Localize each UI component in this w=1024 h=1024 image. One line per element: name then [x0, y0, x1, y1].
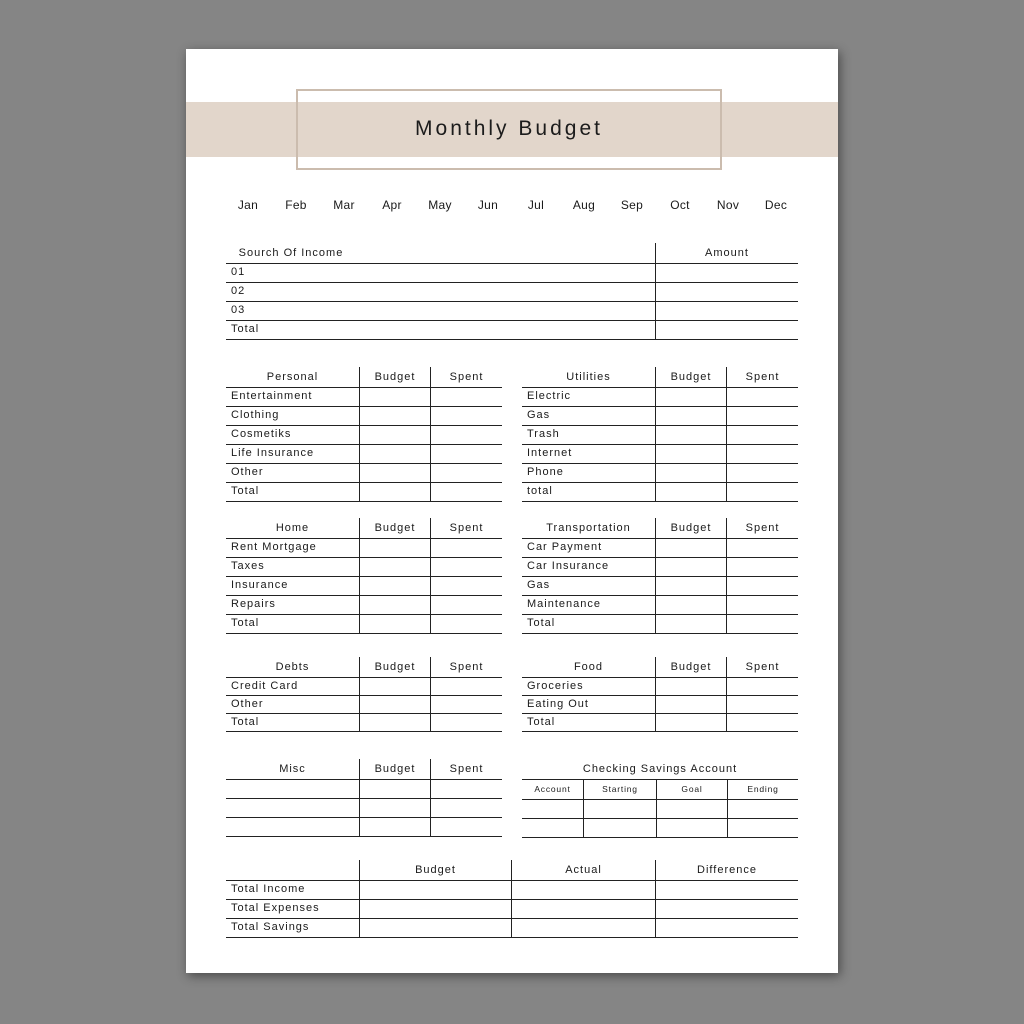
month-apr[interactable]: Apr — [382, 198, 402, 212]
budget-cell[interactable] — [359, 445, 430, 463]
spent-cell[interactable] — [726, 407, 798, 425]
table-row[interactable] — [522, 714, 798, 732]
table-row[interactable] — [522, 558, 798, 577]
spent-cell[interactable] — [726, 388, 798, 406]
spent-cell[interactable] — [430, 799, 502, 817]
misc-header-row — [226, 759, 502, 780]
income-header-row — [226, 243, 798, 264]
spent-header: Spent — [430, 518, 502, 538]
row-label: Life Insurance — [231, 447, 315, 459]
month-sep[interactable]: Sep — [620, 198, 644, 212]
table-row[interactable] — [522, 464, 798, 483]
spent-cell[interactable] — [430, 407, 502, 425]
row-label: 01 — [231, 266, 246, 278]
spent-cell[interactable] — [430, 445, 502, 463]
food-table — [522, 657, 798, 732]
budget-cell[interactable] — [655, 714, 726, 731]
summary-budget-header: Budget — [359, 860, 511, 880]
row-label: Taxes — [231, 560, 265, 572]
table-row[interactable] — [522, 407, 798, 426]
summary-header-row — [226, 860, 798, 881]
budget-cell[interactable] — [359, 407, 430, 425]
difference-cell[interactable] — [655, 881, 798, 899]
budget-cell[interactable] — [359, 678, 430, 695]
account-cell[interactable] — [522, 800, 583, 818]
budget-cell[interactable] — [655, 464, 726, 482]
table-row[interactable] — [226, 596, 502, 615]
budget-cell[interactable] — [359, 483, 430, 501]
budget-cell[interactable] — [655, 426, 726, 444]
month-oct[interactable]: Oct — [670, 198, 690, 212]
spent-cell[interactable] — [430, 780, 502, 798]
spent-header: Spent — [726, 367, 798, 387]
row-label: Insurance — [231, 579, 289, 591]
income-amount-header: Amount — [655, 243, 798, 263]
table-row[interactable] — [226, 577, 502, 596]
actual-cell[interactable] — [511, 881, 655, 899]
checking-title: Checking Savings Account — [582, 763, 738, 775]
ending-header: Ending — [727, 780, 798, 799]
difference-cell[interactable] — [655, 900, 798, 918]
spent-cell[interactable] — [726, 539, 798, 557]
table-row[interactable] — [226, 678, 502, 696]
spent-cell[interactable] — [726, 464, 798, 482]
budget-header: Budget — [359, 518, 430, 538]
amount-cell[interactable] — [655, 283, 798, 301]
spent-cell[interactable] — [726, 714, 798, 731]
summary-table — [226, 860, 798, 938]
account-cell[interactable] — [522, 819, 583, 837]
table-row[interactable] — [522, 445, 798, 464]
table-row[interactable] — [226, 445, 502, 464]
row-label: Car Payment — [527, 541, 603, 553]
row-label: Trash — [527, 428, 560, 440]
row-label: Rent Mortgage — [231, 541, 317, 553]
spent-header: Spent — [726, 518, 798, 538]
budget-cell[interactable] — [359, 714, 430, 731]
table-row[interactable] — [226, 900, 798, 919]
table-row[interactable] — [226, 321, 798, 340]
budget-cell[interactable] — [359, 799, 430, 817]
spent-cell[interactable] — [726, 426, 798, 444]
spent-cell[interactable] — [430, 696, 502, 713]
personal-header-row — [226, 367, 502, 388]
row-label: Total — [231, 716, 260, 728]
table-row[interactable] — [522, 426, 798, 445]
budget-header: Budget — [655, 367, 726, 387]
row-label: Credit Card — [231, 680, 299, 692]
home-table — [226, 518, 502, 634]
checking-header-row — [522, 780, 798, 800]
spent-cell[interactable] — [726, 445, 798, 463]
table-row[interactable] — [226, 302, 798, 321]
budget-cell[interactable] — [655, 696, 726, 713]
starting-cell[interactable] — [583, 800, 656, 818]
summary-empty-header — [226, 860, 359, 880]
income-source-header: Sourch Of Income — [238, 247, 344, 259]
row-label: Clothing — [231, 409, 280, 421]
table-row[interactable] — [226, 881, 798, 900]
spent-cell[interactable] — [430, 714, 502, 731]
spent-cell[interactable] — [430, 678, 502, 695]
month-dec[interactable]: Dec — [764, 198, 788, 212]
budget-cell[interactable] — [655, 483, 726, 501]
spent-cell[interactable] — [430, 483, 502, 501]
budget-header: Budget — [359, 759, 430, 779]
misc-header: Misc — [279, 763, 306, 775]
table-row[interactable] — [226, 264, 798, 283]
home-header-row — [226, 518, 502, 539]
budget-sheet — [186, 49, 838, 973]
row-label: Total — [527, 716, 556, 728]
row-label[interactable] — [226, 780, 359, 798]
month-feb[interactable]: Feb — [285, 198, 307, 212]
row-label: Eating Out — [527, 698, 589, 710]
spent-cell[interactable] — [726, 577, 798, 595]
budget-cell[interactable] — [655, 615, 726, 633]
debts-header-row — [226, 657, 502, 678]
spent-header: Spent — [430, 367, 502, 387]
checking-title-row — [522, 759, 798, 780]
budget-cell[interactable] — [359, 780, 430, 798]
table-row[interactable] — [226, 615, 502, 634]
month-jun[interactable]: Jun — [477, 198, 499, 212]
table-row[interactable] — [226, 558, 502, 577]
table-row[interactable] — [522, 483, 798, 502]
table-row[interactable] — [226, 539, 502, 558]
month-selector — [226, 198, 798, 214]
table-row[interactable] — [522, 388, 798, 407]
table-row[interactable] — [226, 799, 502, 818]
title-frame — [296, 89, 722, 170]
table-row[interactable] — [226, 696, 502, 714]
row-label: Cosmetiks — [231, 428, 292, 440]
spent-cell[interactable] — [430, 596, 502, 614]
table-row[interactable] — [226, 464, 502, 483]
personal-table — [226, 367, 502, 502]
row-label: Total — [231, 617, 260, 629]
budget-cell[interactable] — [359, 881, 511, 899]
table-row[interactable] — [226, 407, 502, 426]
summary-actual-header: Actual — [511, 860, 655, 880]
ending-cell[interactable] — [727, 819, 798, 837]
row-label: Phone — [527, 466, 564, 478]
row-label: Total Income — [231, 883, 306, 895]
row-label: Repairs — [231, 598, 276, 610]
row-label: Internet — [527, 447, 573, 459]
table-row[interactable] — [522, 596, 798, 615]
budget-cell[interactable] — [359, 696, 430, 713]
spent-cell[interactable] — [430, 577, 502, 595]
home-header: Home — [275, 522, 310, 534]
row-label: Total — [231, 485, 260, 497]
budget-cell[interactable] — [359, 558, 430, 576]
spent-cell[interactable] — [726, 596, 798, 614]
spent-cell[interactable] — [726, 678, 798, 695]
utilities-table — [522, 367, 798, 502]
spent-cell[interactable] — [430, 539, 502, 557]
row-label: Other — [231, 698, 264, 710]
budget-cell[interactable] — [359, 388, 430, 406]
goal-cell[interactable] — [656, 819, 727, 837]
month-jan[interactable]: Jan — [237, 198, 259, 212]
page-title: Monthly Budget — [415, 116, 603, 140]
goal-cell[interactable] — [656, 800, 727, 818]
income-table — [226, 243, 798, 340]
row-label: Electric — [527, 390, 572, 402]
spent-cell[interactable] — [726, 615, 798, 633]
table-row[interactable] — [226, 780, 502, 799]
transportation-header: Transportation — [546, 522, 631, 534]
budget-cell[interactable] — [655, 407, 726, 425]
row-label: 03 — [231, 304, 246, 316]
budget-cell[interactable] — [359, 596, 430, 614]
table-row[interactable] — [522, 539, 798, 558]
row-label[interactable] — [226, 799, 359, 817]
spent-cell[interactable] — [430, 818, 502, 836]
amount-cell[interactable] — [655, 264, 798, 282]
spent-cell[interactable] — [430, 558, 502, 576]
budget-cell[interactable] — [655, 577, 726, 595]
utilities-header: Utilities — [566, 371, 611, 383]
budget-cell[interactable] — [359, 818, 430, 836]
row-label: Total — [527, 617, 556, 629]
budget-cell[interactable] — [359, 577, 430, 595]
food-header: Food — [573, 661, 604, 673]
month-mar[interactable]: Mar — [333, 198, 355, 212]
spent-cell[interactable] — [726, 696, 798, 713]
budget-cell[interactable] — [359, 615, 430, 633]
month-jul[interactable]: Jul — [527, 198, 545, 212]
misc-table — [226, 759, 502, 837]
table-row[interactable] — [226, 388, 502, 407]
budget-header: Budget — [655, 518, 726, 538]
spent-cell[interactable] — [726, 558, 798, 576]
budget-cell[interactable] — [655, 445, 726, 463]
row-label: Total Expenses — [231, 902, 320, 914]
budget-cell[interactable] — [655, 596, 726, 614]
budget-cell[interactable] — [655, 539, 726, 557]
amount-cell[interactable] — [655, 302, 798, 320]
row-label: 02 — [231, 285, 246, 297]
summary-difference-header: Difference — [655, 860, 798, 880]
goal-header: Goal — [656, 780, 727, 799]
budget-cell[interactable] — [359, 426, 430, 444]
row-label: Gas — [527, 579, 551, 591]
budget-header: Budget — [655, 657, 726, 677]
transportation-header-row — [522, 518, 798, 539]
spent-cell[interactable] — [430, 615, 502, 633]
amount-cell[interactable] — [655, 321, 798, 339]
spent-header: Spent — [726, 657, 798, 677]
food-header-row — [522, 657, 798, 678]
table-row[interactable] — [226, 283, 798, 302]
difference-cell[interactable] — [655, 919, 798, 937]
budget-cell[interactable] — [655, 678, 726, 695]
row-label: Maintenance — [527, 598, 601, 610]
row-label: total — [527, 485, 553, 497]
transportation-table — [522, 518, 798, 634]
budget-cell[interactable] — [655, 558, 726, 576]
month-may[interactable]: May — [428, 198, 452, 212]
budget-header: Budget — [359, 367, 430, 387]
table-row[interactable] — [522, 800, 798, 819]
spent-cell[interactable] — [430, 388, 502, 406]
table-row[interactable] — [522, 819, 798, 838]
table-row[interactable] — [226, 818, 502, 837]
row-label[interactable] — [226, 818, 359, 836]
budget-cell[interactable] — [359, 539, 430, 557]
spent-header: Spent — [430, 759, 502, 779]
table-row[interactable] — [522, 678, 798, 696]
row-label: Total Savings — [231, 921, 310, 933]
table-row[interactable] — [226, 426, 502, 445]
actual-cell[interactable] — [511, 919, 655, 937]
row-label: Groceries — [527, 680, 584, 692]
table-row[interactable] — [226, 714, 502, 732]
row-label: Entertainment — [231, 390, 313, 402]
checking-savings-table — [522, 759, 798, 838]
debts-header: Debts — [275, 661, 310, 673]
personal-header: Personal — [266, 371, 319, 383]
month-aug[interactable]: Aug — [572, 198, 596, 212]
budget-cell[interactable] — [655, 388, 726, 406]
spent-cell[interactable] — [430, 464, 502, 482]
budget-header: Budget — [359, 657, 430, 677]
utilities-header-row — [522, 367, 798, 388]
table-row[interactable] — [226, 919, 798, 938]
spent-cell[interactable] — [430, 426, 502, 444]
budget-cell[interactable] — [359, 464, 430, 482]
row-label: Total — [231, 323, 260, 335]
table-row[interactable] — [522, 577, 798, 596]
row-label: Other — [231, 466, 264, 478]
debts-table — [226, 657, 502, 732]
ending-cell[interactable] — [727, 800, 798, 818]
table-row[interactable] — [226, 483, 502, 502]
account-header: Account — [534, 784, 571, 794]
spent-cell[interactable] — [726, 483, 798, 501]
starting-header: Starting — [583, 780, 656, 799]
row-label: Gas — [527, 409, 551, 421]
starting-cell[interactable] — [583, 819, 656, 837]
budget-cell[interactable] — [359, 900, 511, 918]
table-row[interactable] — [522, 615, 798, 634]
month-nov[interactable]: Nov — [716, 198, 740, 212]
table-row[interactable] — [522, 696, 798, 714]
budget-cell[interactable] — [359, 919, 511, 937]
row-label: Car Insurance — [527, 560, 610, 572]
spent-header: Spent — [430, 657, 502, 677]
actual-cell[interactable] — [511, 900, 655, 918]
